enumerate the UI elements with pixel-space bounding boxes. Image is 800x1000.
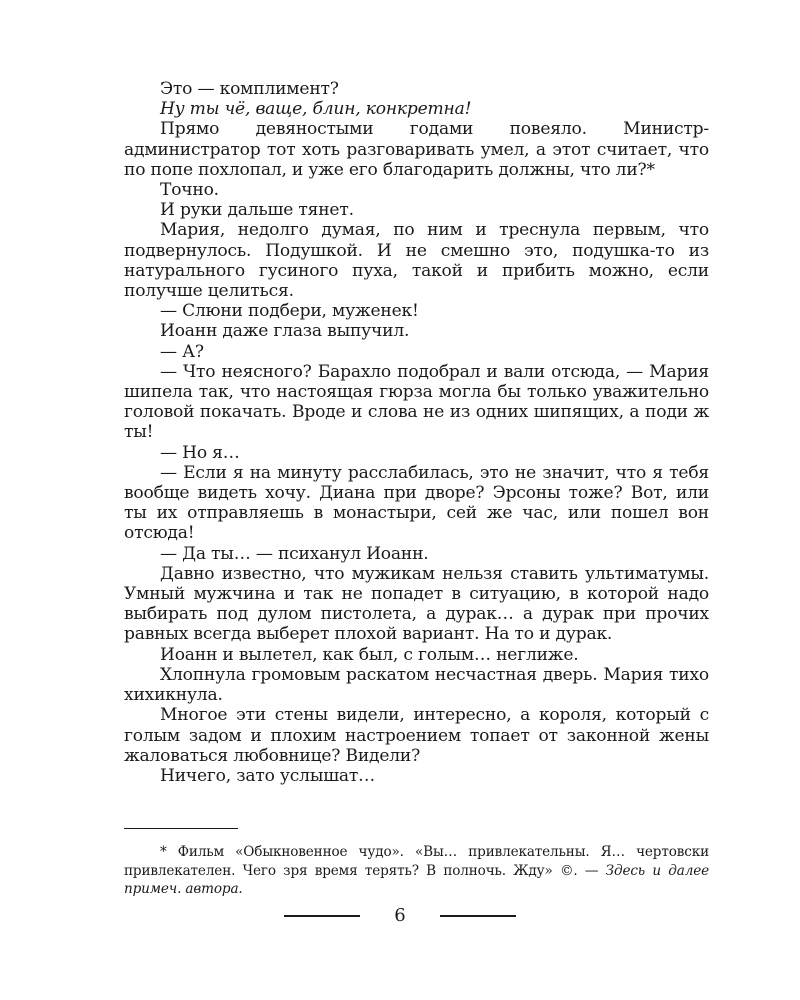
paragraph: — Но я… [160,442,240,463]
page-folio [0,906,800,926]
paragraph: Ну ты чё, ваще, блин, конкретна! [160,99,472,120]
paragraph: И руки дальше тянет. [160,200,354,221]
paragraph: — Да ты… — психанул Иоанн. [160,543,429,564]
paragraph: Давно известно, что мужикам нельзя ставить ультиматумы. Умный мужчина и так не попадет в ситуацию, в которой надо выбирать под дулом пистолета, а дурак… а дурак при прочих равных всегда выберет плохой вариант. На то и дурак. [124,563,709,645]
body-text [124,79,709,786]
page-number: 6 [394,905,406,926]
paragraph: Прямо девяностыми годами повеяло. Министр-администратор тот хоть разговаривать умел, а этот считает, что по попе похлопал, и уже его благодарить должны, что ли?* [124,119,709,180]
paragraph: Многое эти стены видели, интересно, а короля, который с голым задом и плохим настроением топает от законной жены жаловаться любовнице? Видели? [124,705,709,766]
paragraph: Хлопнула громовым раскатом несчастная дверь. Мария тихо хихикнула. [124,664,709,706]
paragraph: Ничего, зато услышат… [160,765,376,786]
paragraph: Иоанн даже глаза выпучил. [160,321,410,342]
paragraph: — Если я на минуту расслабилась, это не значит, что я тебя вообще видеть хочу. Диана при дворе? Эрсоны тоже? Вот, или ты их отправляешь в монастыри, сей же час, или пошел вон отсюда! [124,462,709,544]
footnote-text: * Фильм «Обыкновенное чудо». «Вы… привлекательны. Я… чертовски привлекателен. Чего зря время терять? В полночь. Жду» ©. — [124,844,709,879]
paragraph: — Что неясного? Барахло подобрал и вали отсюда, — Мария шипела так, что настоящая гюрза могла бы только уважительно головой покачать. Вроде и слова не из одних шипящих, а поди ж ты! [124,361,709,443]
footnote [124,843,709,899]
paragraph: — Слюни подбери, муженек! [160,301,419,322]
footnote-author-note: Здесь и далее примеч. автора. [124,862,710,898]
footnote-separator [124,828,238,829]
folio-bar-left [284,915,360,917]
paragraph: Это — комплимент? [160,79,339,99]
paragraph: Точно. [160,180,219,201]
paragraph: — А? [160,341,204,362]
paragraph: Мария, недолго думая, по ним и треснула первым, что подвернулось. Подушкой. И не смешно это, подушка-то из натурального гусиного пуха, такой и прибить можно, если получше целиться. [124,220,709,302]
footnote-line [124,843,709,899]
folio-bar-right [440,915,516,917]
paragraph: Иоанн и вылетел, как был, с голым… неглиже. [160,644,579,665]
